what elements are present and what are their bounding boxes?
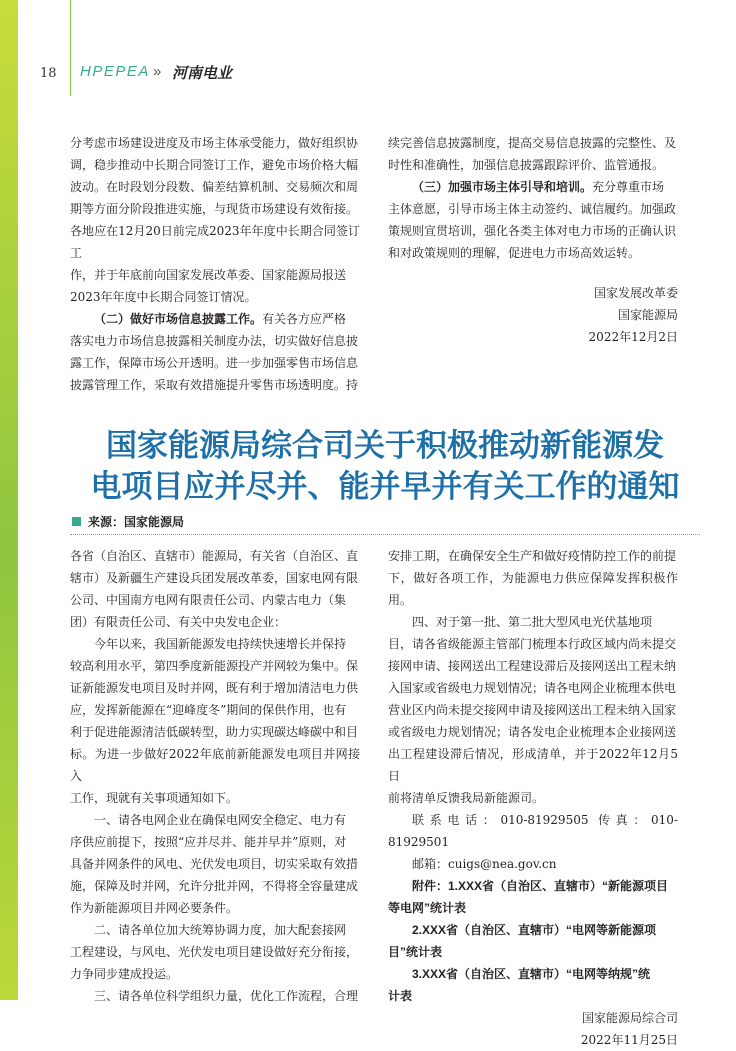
section-2-heading: （二）做好市场信息披露工作。 — [94, 312, 263, 326]
paragraph-line: 期等方面分阶段推进实施，与现货市场建设有效衔接。 — [70, 202, 359, 216]
paragraph-line: 策规则宣贯培训，强化各类主体对电力市场的正确认识 — [388, 224, 677, 238]
signature-date: 2022年12月2日 — [588, 330, 678, 344]
paragraph-line: 辖市）及新疆生产建设兵团发展改革委，国家电网有限 — [70, 571, 359, 585]
paragraph-line: 入国家或省级电力规划情况；请各电网企业梳理本供电 — [388, 681, 677, 695]
paragraph-line: 四、对于第一批、第二批大型风电光伏基地项 — [412, 615, 653, 629]
paragraph-line: 前将清单反馈我局新能源司。 — [388, 791, 545, 805]
paragraph-line: 分考虑市场建设进度及市场主体承受能力，做好组织协 — [70, 136, 359, 150]
attachment-2-line-1: 2.XXX省（自治区、直辖市）“电网等新能源项 — [412, 923, 657, 937]
article-signature: 国家能源局综合司 — [581, 1011, 678, 1025]
page-number: 18 — [40, 66, 57, 81]
attachment-1-line-1: 附件：1.XXX省（自治区、直辖市）“新能源项目 — [412, 879, 669, 893]
paragraph-line: 落实电力市场信息披露相关制度办法，切实做好信息披 — [70, 334, 359, 348]
paragraph-line: 具备并网条件的风电、光伏发电项目，切实采取有效措 — [70, 857, 359, 871]
article-left-column — [70, 545, 360, 1007]
paragraph-line: 营业区内尚未提交接网申请及接网送出工程未纳入国家 — [388, 703, 677, 717]
paragraph-line: 目，请各省级能源主管部门梳理本行政区域内尚未提交 — [388, 637, 677, 651]
signature-ndrc: 国家发展改革委 — [593, 286, 678, 300]
section-2-lead: 有关各方应严格 — [262, 312, 347, 326]
paragraph-line: 证新能源发电项目及时并网，既有利于增加清洁电力供 — [70, 681, 359, 695]
paragraph-line: 较高利用水平，第四季度新能源投产并网较为集中。保 — [70, 659, 359, 673]
top-right-column — [388, 132, 678, 348]
attachment-3-line-2: 计表 — [388, 989, 413, 1003]
section-2-first-line — [70, 308, 360, 330]
attachment-2-line-2: 目”统计表 — [388, 945, 443, 959]
article-title-line-1: 国家能源局综合司关于积极推动新能源发 — [106, 428, 664, 463]
square-bullet-icon — [72, 517, 81, 526]
paragraph-line: 标。为进一步做好2022年底前新能源发电项目并网接入 — [70, 747, 360, 783]
paragraph-line: 调，稳步推动中长期合同签订工作，避免市场价格大幅 — [70, 158, 359, 172]
paragraph-line: 二、请各单位加大统筹协调力度，加大配套接网 — [94, 923, 347, 937]
paragraph-line: 各省（自治区、直辖市）能源局，有关省（自治区、直 — [70, 549, 359, 563]
attachment-1-line-2: 等电网”统计表 — [388, 901, 467, 915]
paragraph-line: 出工程建设滞后情况，形成清单，并于2022年12月5日 — [388, 747, 678, 783]
paragraph-line: 团）有限责任公司、有关中央发电企业： — [70, 615, 287, 629]
left-color-bar — [0, 0, 18, 1000]
source-label: 来源：国家能源局 — [88, 515, 185, 529]
paragraph-line: 接网申请、接网送出工程建设滞后及接网送出工程未纳 — [388, 659, 677, 673]
attachment-3-line-1: 3.XXX省（自治区、直辖市）“电网等纳规”统 — [412, 967, 651, 981]
paragraph-line: 工程建设，与风电、光伏发电项目建设做好充分衔接， — [70, 945, 359, 959]
paragraph-line: 安排工期，在确保安全生产和做好疫情防控工作的前提 — [388, 549, 677, 563]
dotted-divider — [70, 534, 700, 535]
paragraph-line: 施，保障及时并网，允许分批并网，不得将全容量建成 — [70, 879, 359, 893]
section-3-first-line — [388, 176, 678, 198]
paragraph-line: 三、请各单位科学组织力量，优化工作流程，合理 — [94, 989, 359, 1003]
paragraph-line: 2023年年度中长期合同签订情况。 — [70, 290, 257, 304]
paragraph-line: 作为新能源项目并网必要条件。 — [70, 901, 239, 915]
paragraph-line: 一、请各电网企业在确保电网安全稳定、电力有 — [94, 813, 347, 827]
paragraph-line: 序供应前提下，按照“应并尽并、能并早并”原则，对 — [70, 835, 347, 849]
source-bar — [70, 514, 700, 530]
paragraph-line: 下，做好各项工作，为能源电力供应保障发挥积极作用。 — [388, 571, 678, 607]
paragraph-line: 力争同步建成投运。 — [70, 967, 179, 981]
paragraph-line: 露工作，保障市场公开透明。进一步加强零售市场信息 — [70, 356, 359, 370]
paragraph-line: 主体意愿，引导市场主体主动签约、诚信履约。加强政 — [388, 202, 677, 216]
article-date: 2022年11月25日 — [580, 1033, 678, 1047]
paragraph-line: 利于促进能源清洁低碳转型，助力实现碳达峰碳中和目 — [70, 725, 359, 739]
section-3-heading: （三）加强市场主体引导和培训。 — [412, 180, 593, 194]
paragraph-line: 工作，现就有关事项通知如下。 — [70, 791, 239, 805]
paragraph-line: 作，并于年底前向国家发展改革委、国家能源局报送 — [70, 268, 347, 282]
signature-nea: 国家能源局 — [617, 308, 678, 322]
paragraph-line: 波动。在时段划分段数、偏差结算机制、交易频次和周 — [70, 180, 359, 194]
brand-name: 河南电业 — [172, 64, 233, 82]
paragraph-line: 或省级电力规划情况；请各发电企业梳理本企业接网送 — [388, 725, 677, 739]
paragraph-line: 今年以来，我国新能源发电持续快速增长并保持 — [94, 637, 347, 651]
article-right-column — [388, 545, 678, 1051]
paragraph-line: 公司、中国南方电网有限责任公司、内蒙古电力（集 — [70, 593, 347, 607]
paragraph-line: 披露管理工作，采取有效措施提升零售市场透明度。持 — [70, 378, 359, 392]
paragraph-line: 和对政策规则的理解，促进电力市场高效运转。 — [388, 246, 641, 260]
paragraph-line: 各地应在12月20日前完成2023年年度中长期合同签订工 — [70, 224, 360, 260]
paragraph-line: 续完善信息披露制度，提高交易信息披露的完整性、及 — [388, 136, 677, 150]
contact-email: 邮箱：cuigs@nea.gov.cn — [412, 857, 557, 871]
contact-phone: 联系电话：010-81929505 传真：010-81929501 — [388, 813, 678, 849]
section-3-lead: 充分尊重市场 — [592, 180, 665, 194]
top-left-column — [70, 132, 360, 396]
brand-separator: » — [153, 63, 162, 80]
brand-logo: HPEPEA — [80, 63, 150, 80]
header-divider — [70, 0, 71, 96]
paragraph-line: 时性和准确性，加强信息披露跟踪评价、监管通报。 — [388, 158, 665, 172]
article-title-line-2: 电项目应并尽并、能并早并有关工作的通知 — [90, 469, 680, 504]
paragraph-line: 应，发挥新能源在“迎峰度冬”期间的保供作用，也有 — [70, 703, 347, 717]
